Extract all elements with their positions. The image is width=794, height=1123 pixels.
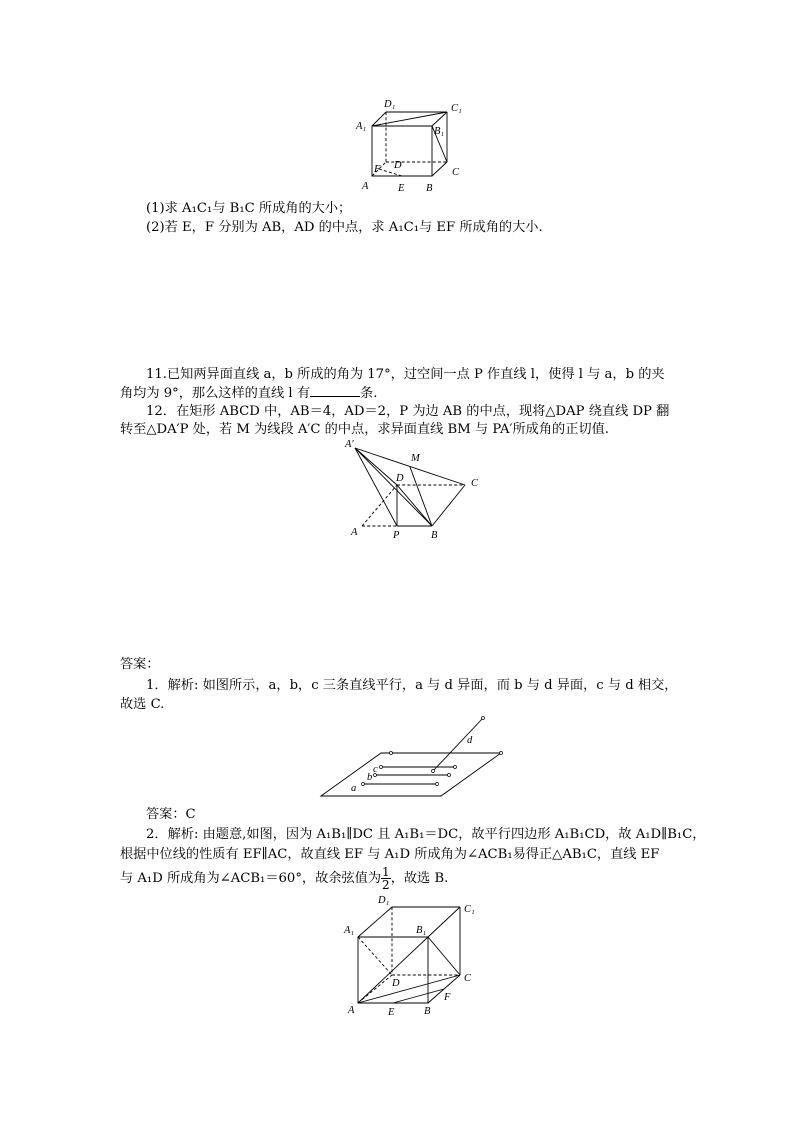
label-F: F: [444, 992, 451, 1003]
label-B: B: [424, 1006, 431, 1017]
label-b: b: [367, 772, 373, 783]
label-D: D: [394, 160, 402, 171]
label-C: C: [471, 478, 479, 489]
label-A1: A₁: [344, 925, 355, 936]
cube-figure-a2: [340, 892, 490, 1022]
q11-line1: 11.已知两异面直线 a，b 所成的角为 17°，过空间一点 P 作直线 l，使得 l 与 a，b 的夹: [146, 367, 665, 382]
label-A1: A₁: [356, 121, 367, 132]
label-F: F: [374, 164, 381, 175]
answer-blank: [310, 384, 360, 397]
cube-figure-q10: [350, 98, 480, 198]
label-D: D: [392, 978, 400, 989]
label-C1: C₁: [464, 904, 475, 915]
q12-line1: 12．在矩形 ABCD 中，AB＝4，AD＝2，P 为边 AB 的中点，现将△DAP 绕直线 DP 翻: [146, 404, 670, 419]
label-c: c: [373, 764, 378, 775]
q10-part1: (1)求 A₁C₁与 B₁C 所成角的大小；: [146, 201, 352, 216]
label-C1: C₁: [451, 103, 462, 114]
label-E: E: [388, 1007, 395, 1018]
answer2-line1: 2．解析: 由题意,如图，因为 A₁B₁∥DC 且 A₁B₁＝DC，故平行四边形 A₁B₁CD，故 A₁D∥B₁C，: [146, 827, 706, 842]
fraction-denominator: 2: [382, 878, 390, 892]
q10-part2: (2)若 E，F 分别为 AB，AD 的中点，求 A₁C₁与 EF 所成角的大小.: [146, 220, 543, 235]
fold-figure-q12: [340, 440, 490, 545]
label-B: B: [431, 530, 438, 541]
answer2-line3-pre: 与 A₁D 所成角为∠ACB₁＝60°，故余弦值为: [120, 871, 382, 886]
answer2-line3-post: ，故选 B.: [390, 871, 449, 886]
fraction-numerator: 1: [382, 865, 390, 879]
label-B1: B₁: [434, 126, 445, 137]
label-A: A: [362, 181, 369, 192]
label-E: E: [398, 183, 405, 194]
answer2-line3: [120, 866, 448, 891]
label-A-prime: A′: [345, 439, 354, 450]
answers-heading: 答案：: [120, 657, 160, 672]
fraction-one-half: [381, 866, 391, 891]
answer1-line2: 故选 C.: [120, 697, 165, 712]
label-d: d: [467, 735, 473, 746]
q11-line2-pre: 角均为 9°，那么这样的直线 l 有: [120, 386, 311, 401]
answer1-line1: 1．解析: 如图所示，a，b，c 三条直线平行，a 与 d 异面，而 b 与 d 异面，c 与 d 相交，: [146, 678, 678, 693]
label-M: M: [411, 453, 420, 464]
plane-figure-a1: [315, 712, 510, 802]
label-C: C: [464, 973, 472, 984]
answer1-result: 答案：C: [146, 807, 196, 822]
label-B1: B₁: [416, 925, 427, 936]
q11-line2: [120, 384, 377, 403]
label-a: a: [351, 783, 357, 794]
label-A: A: [351, 527, 358, 538]
label-C: C: [452, 167, 460, 178]
answer2-line2: 根据中位线的性质有 EF∥AC，故直线 EF 与 A₁D 所成角为∠ACB₁易得正△AB₁C，直线 EF: [120, 847, 660, 862]
label-B: B: [426, 183, 433, 194]
label-D1: D₁: [384, 99, 396, 110]
label-D: D: [396, 473, 404, 484]
label-D1: D₁: [378, 895, 390, 906]
q12-line2: 转至△DA′P 处，若 M 为线段 A′C 的中点，求异面直线 BM 与 PA′所成角的正切值.: [120, 422, 610, 437]
label-P: P: [393, 530, 400, 541]
q11-line2-post: 条.: [360, 386, 378, 401]
label-A: A: [348, 1005, 355, 1016]
